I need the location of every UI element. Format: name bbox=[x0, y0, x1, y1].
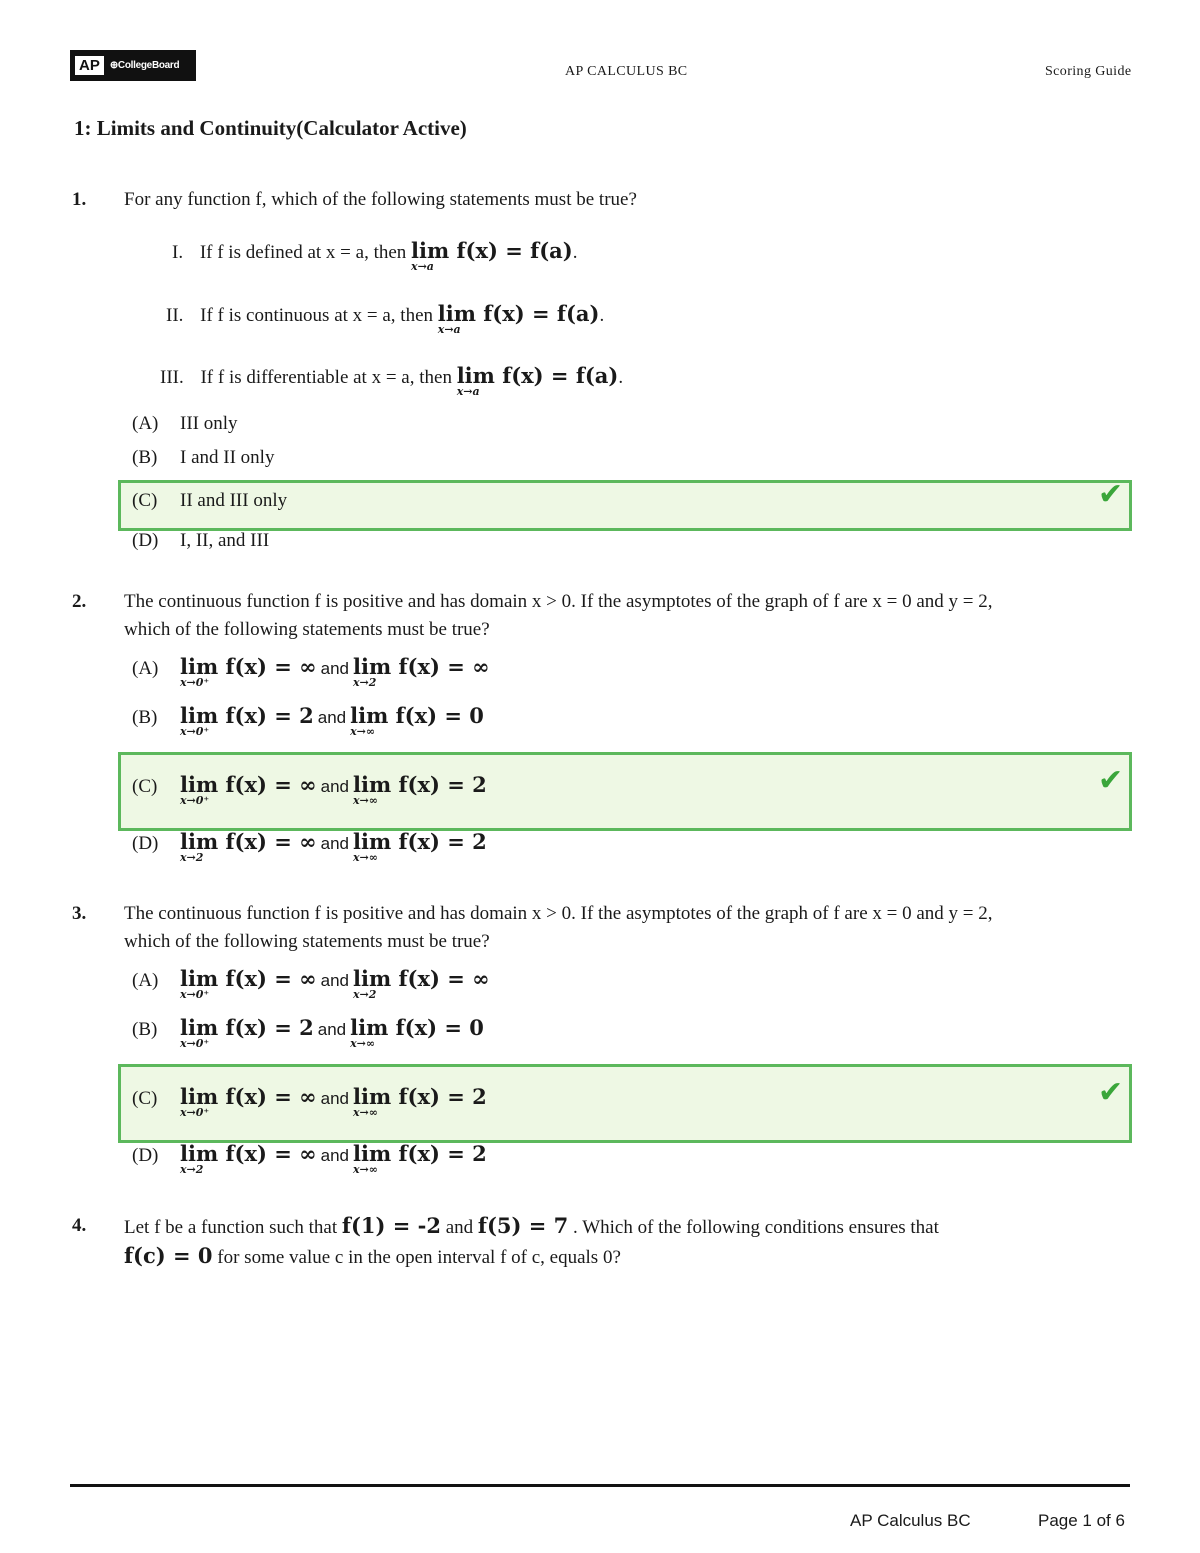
question-4-text: Let f be a function such that f(1) = -2 and f(5) = 7 . Which of the following conditions ensures that f(c) = 0 for some value c in the open interval f of c, equals 0? bbox=[124, 1213, 939, 1268]
option-math-1: lim f(x) = ∞ x→0⁺ bbox=[180, 654, 317, 689]
option-math-2: lim f(x) = 2 x→∞ bbox=[353, 1084, 487, 1119]
statement-roman: II. bbox=[166, 305, 184, 326]
option-math-1: lim f(x) = ∞ x→2 bbox=[180, 829, 317, 864]
q2-check-icon: ✔ bbox=[1098, 763, 1124, 798]
footer-course: AP Calculus BC bbox=[850, 1511, 971, 1530]
q4-math-f5: f(5) = 7 bbox=[477, 1213, 569, 1238]
option-math-2: lim f(x) = 0 x→∞ bbox=[350, 703, 484, 738]
option-math-1: lim f(x) = 2 x→0⁺ bbox=[180, 1015, 314, 1050]
q1-option-c[interactable]: (C) II and III only bbox=[132, 490, 288, 511]
question-3-text: The continuous function f is positive and has domain x > 0. If the asymptotes of the graph of f are x = 0 and y = 2, which of the following statements must be true? bbox=[124, 903, 993, 952]
q2-option-d[interactable]: (D) lim f(x) = ∞ x→2 and lim f(x) = 2 x→∞ bbox=[132, 829, 487, 864]
q2-option-c[interactable]: (C) lim f(x) = ∞ x→0⁺ and lim f(x) = 2 x→∞ bbox=[132, 772, 487, 807]
option-math-1: lim f(x) = ∞ x→0⁺ bbox=[180, 772, 317, 807]
q1-check-icon: ✔ bbox=[1098, 477, 1124, 512]
option-math-2: lim f(x) = 0 x→∞ bbox=[350, 1015, 484, 1050]
statement-math: lim f(x) = f(a) x→a bbox=[456, 363, 619, 398]
footer-rule bbox=[70, 1484, 1130, 1487]
collegeboard-logo-text: ⊕CollegeBoard bbox=[109, 60, 180, 71]
option-math-2: lim f(x) = 2 x→∞ bbox=[353, 772, 487, 807]
option-math-2: lim f(x) = ∞ x→2 bbox=[353, 966, 490, 1001]
statement-2: II. If f is continuous at x = a, then lim f(x) = f(a) x→a . bbox=[166, 301, 605, 336]
q1-option-a[interactable]: (A) III only bbox=[132, 413, 238, 434]
statement-roman: III. bbox=[160, 367, 184, 388]
statement-3: III. If f is differentiable at x = a, then lim f(x) = f(a) x→a . bbox=[160, 363, 624, 398]
statement-math: lim f(x) = f(a) x→a bbox=[437, 301, 600, 336]
question-2-number: 2. bbox=[72, 591, 87, 612]
statement-roman: I. bbox=[172, 242, 184, 263]
question-1-number: 1. bbox=[72, 189, 87, 210]
ap-collegeboard-logo bbox=[70, 50, 196, 81]
question-2-text: The continuous function f is positive and has domain x > 0. If the asymptotes of the graph of f are x = 0 and y = 2, which of the following statements must be true? bbox=[124, 591, 993, 640]
q4-math-fc: f(c) = 0 bbox=[124, 1243, 213, 1268]
option-math-1: lim f(x) = ∞ x→2 bbox=[180, 1141, 317, 1176]
q3-option-a[interactable]: (A) lim f(x) = ∞ x→0⁺ and lim f(x) = ∞ x→2 bbox=[132, 966, 490, 1001]
option-math-1: lim f(x) = ∞ x→0⁺ bbox=[180, 1084, 317, 1119]
option-math-2: lim f(x) = 2 x→∞ bbox=[353, 829, 487, 864]
option-math-2: lim f(x) = ∞ x→2 bbox=[353, 654, 490, 689]
statement-1: I. If f is defined at x = a, then lim f(x) = f(a) x→a . bbox=[172, 238, 578, 273]
q3-option-b[interactable]: (B) lim f(x) = 2 x→0⁺ and lim f(x) = 0 x→∞ bbox=[132, 1015, 484, 1050]
question-1-text: For any function f, which of the following statements must be true? bbox=[124, 189, 637, 210]
option-math-1: lim f(x) = 2 x→0⁺ bbox=[180, 703, 314, 738]
option-math-1: lim f(x) = ∞ x→0⁺ bbox=[180, 966, 317, 1001]
statement-text: If f is defined at x = a, then bbox=[199, 242, 407, 263]
statement-text: If f is differentiable at x = a, then bbox=[200, 367, 452, 388]
header-course: AP CALCULUS BC bbox=[565, 64, 688, 79]
q3-option-c[interactable]: (C) lim f(x) = ∞ x→0⁺ and lim f(x) = 2 x→∞ bbox=[132, 1084, 487, 1119]
footer-page-number: Page 1 of 6 bbox=[1038, 1511, 1125, 1530]
option-math-2: lim f(x) = 2 x→∞ bbox=[353, 1141, 487, 1176]
q1-option-b[interactable]: (B) I and II only bbox=[132, 447, 275, 468]
statement-math: lim f(x) = f(a) x→a bbox=[411, 238, 573, 273]
q4-math-f1: f(1) = -2 bbox=[341, 1213, 441, 1238]
q2-option-b[interactable]: (B) lim f(x) = 2 x→0⁺ and lim f(x) = 0 x→∞ bbox=[132, 703, 484, 738]
statement-text: If f is continuous at x = a, then bbox=[200, 305, 434, 326]
q2-option-a[interactable]: (A) lim f(x) = ∞ x→0⁺ and lim f(x) = ∞ x→2 bbox=[132, 654, 490, 689]
header-scoring-guide: Scoring Guide bbox=[1045, 64, 1132, 79]
section-title: 1: Limits and Continuity(Calculator Active) bbox=[74, 116, 467, 140]
question-3-number: 3. bbox=[72, 903, 87, 924]
question-4-number: 4. bbox=[72, 1215, 87, 1236]
q3-check-icon: ✔ bbox=[1098, 1075, 1124, 1110]
q1-option-d[interactable]: (D) I, II, and III bbox=[132, 530, 270, 551]
ap-logo-text: AP bbox=[75, 56, 104, 75]
q3-option-d[interactable]: (D) lim f(x) = ∞ x→2 and lim f(x) = 2 x→∞ bbox=[132, 1141, 487, 1176]
